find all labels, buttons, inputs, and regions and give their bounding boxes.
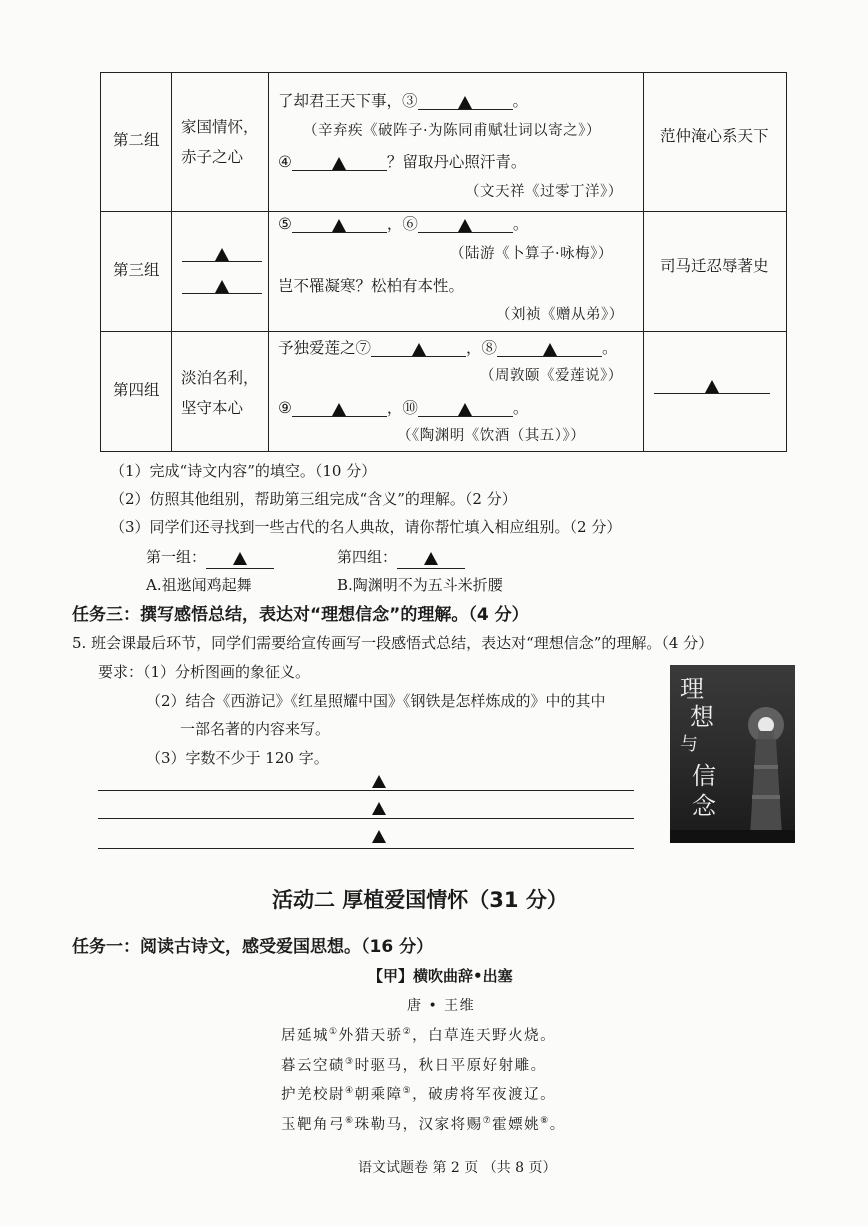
question-1: （1）完成“诗文内容”的填空。（10 分） <box>110 462 377 480</box>
poem-title: 【甲】横吹曲辞•出塞 <box>368 967 513 985</box>
verse-source: （《陶渊明《饮酒（其五）》） <box>397 428 586 444</box>
table-col-divider <box>643 72 644 452</box>
option-a: A.祖逖闻鸡起舞 <box>146 576 252 594</box>
table-col-divider <box>171 72 172 452</box>
meaning-text: 淡泊名利， <box>181 369 259 387</box>
triangle-icon <box>458 96 472 109</box>
figure-story: 范仲淹心系天下 <box>660 127 769 145</box>
table-border-left <box>100 72 101 452</box>
meaning-blank-2[interactable] <box>182 280 262 294</box>
triangle-icon <box>332 403 346 416</box>
verse-source: （陆游《卜算子·咏梅》） <box>450 246 613 262</box>
question-2: （2）仿照其他组别，帮助第三组完成“含义”的理解。（2 分） <box>110 490 517 508</box>
answer-line[interactable] <box>98 848 634 849</box>
fill-blank-7[interactable] <box>371 336 466 357</box>
fill-blank-10[interactable] <box>418 396 513 417</box>
triangle-icon <box>705 380 719 393</box>
group1-blank[interactable] <box>206 548 274 569</box>
requirement-3: （3）字数不少于 120 字。 <box>146 749 329 767</box>
table-col-divider <box>268 72 269 452</box>
poem-line: 玉靶角弓⑥珠勒马，汉家将赐⑦霍嫖姚⑧。 <box>281 1116 566 1133</box>
group-label: 第二组 <box>113 131 160 149</box>
triangle-icon <box>372 802 386 815</box>
triangle-icon <box>233 552 247 565</box>
meaning-text: 家国情怀， <box>181 118 259 136</box>
triangle-icon <box>372 775 386 788</box>
triangle-icon <box>372 830 386 843</box>
task3-heading: 任务三：撰写感悟总结，表达对“理想信念”的理解。（4 分） <box>72 605 529 625</box>
verse-line: 了却君王天下事，③ 。 <box>278 89 528 113</box>
fill-blank-5[interactable] <box>292 212 387 233</box>
question-5: 5. 班会课最后环节，同学们需要给宣传画写一段感悟式总结，表达对“理想信念”的理解。（4 分） <box>72 634 714 652</box>
triangle-icon <box>458 219 472 232</box>
table-border-top <box>100 72 786 73</box>
table-border-right <box>786 72 787 452</box>
answer-line[interactable] <box>98 818 634 819</box>
triangle-icon <box>332 219 346 232</box>
verse-line: 岂不罹凝寒？松柏有本性。 <box>278 277 465 295</box>
fill-blank-8[interactable] <box>497 336 602 357</box>
fill-blank-3[interactable] <box>418 89 513 110</box>
fill-blank-4[interactable] <box>292 150 387 171</box>
figure-blank[interactable] <box>654 380 770 394</box>
question-3: （3）同学们还寻找到一些古代的名人典故，请你帮忙填入相应组别。（2 分） <box>110 518 622 536</box>
verse-source: （辛弃疾《破阵子·为陈同甫赋壮词以寄之》） <box>303 123 601 139</box>
verse-line: ④ ？留取丹心照汗青。 <box>278 150 526 174</box>
meaning-text: 赤子之心 <box>181 148 244 166</box>
group1-answer: 第一组： <box>146 546 274 569</box>
page-footer: 语文试题卷 第 2 页 （共 8 页） <box>358 1160 557 1176</box>
verse-source: （文天祥《过零丁洋》） <box>465 184 623 200</box>
triangle-icon <box>424 552 438 565</box>
poem-author: 唐 • 王维 <box>407 998 476 1014</box>
meaning-blank-1[interactable] <box>182 248 262 262</box>
triangle-icon <box>332 157 346 170</box>
option-b: B.陶渊明不为五斗米折腰 <box>337 576 503 594</box>
group4-blank[interactable] <box>397 548 465 569</box>
triangle-icon <box>543 343 557 356</box>
triangle-icon <box>412 343 426 356</box>
fill-blank-6[interactable] <box>418 212 513 233</box>
triangle-icon <box>458 403 472 416</box>
group-label: 第四组 <box>113 381 160 399</box>
verse-line: ⑤ ，⑥ 。 <box>278 212 528 236</box>
verse-line: ⑨ ，⑩ 。 <box>278 396 528 420</box>
poster-calligraphy: 信 念 <box>692 762 716 820</box>
poem-line: 居延城①外猎天骄②，白草连天野火烧。 <box>281 1027 557 1044</box>
activity2-heading: 活动二 厚植爱国情怀（31 分） <box>272 888 568 912</box>
poster-calligraphy: 理 想 与 <box>680 675 714 755</box>
fill-blank-9[interactable] <box>292 396 387 417</box>
requirement-1: 要求：（1）分析图画的象征义。 <box>98 663 311 681</box>
requirement-2: （2）结合《西游记》《红星照耀中国》《钢铁是怎样炼成的》中的其中 <box>146 692 606 710</box>
triangle-icon <box>215 248 229 261</box>
table-border-bottom <box>100 451 786 452</box>
verse-line: 予独爱莲之⑦ ，⑧ 。 <box>278 336 618 360</box>
figure-story: 司马迁忍辱著史 <box>660 257 769 275</box>
poster-image <box>670 665 795 843</box>
answer-line[interactable] <box>98 790 634 791</box>
group-label: 第三组 <box>113 261 160 279</box>
task1-heading: 任务一：阅读古诗文，感受爱国思想。（16 分） <box>72 937 434 957</box>
table-row-divider <box>100 331 786 332</box>
meaning-text: 坚守本心 <box>181 399 244 417</box>
verse-source: （周敦颐《爱莲说》） <box>480 368 623 384</box>
poem-line: 护羌校尉④朝乘障⑤，破虏将军夜渡辽。 <box>281 1086 557 1103</box>
verse-source: （刘祯《赠从弟》） <box>496 307 624 323</box>
group4-answer: 第四组： <box>337 546 465 569</box>
triangle-icon <box>215 280 229 293</box>
requirement-2-cont: 一部名著的内容来写。 <box>180 720 331 738</box>
poem-line: 暮云空碛③时驱马，秋日平原好射雕。 <box>281 1057 547 1074</box>
